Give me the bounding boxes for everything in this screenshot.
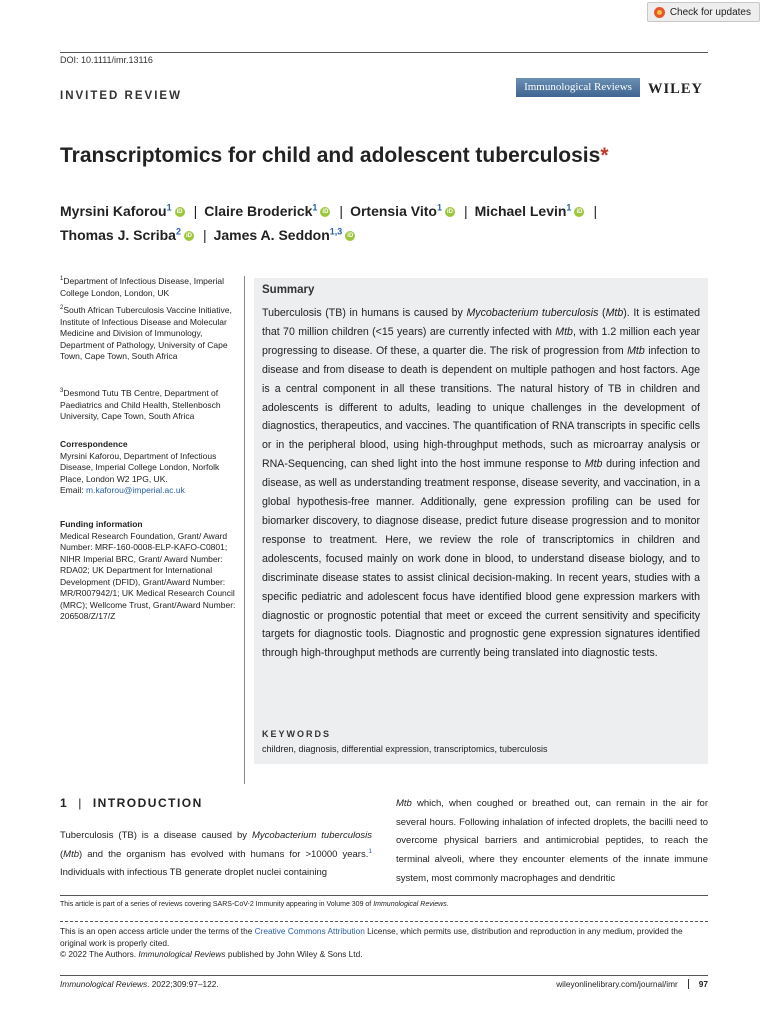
footer-right: [556, 979, 708, 989]
summary-box: [254, 278, 708, 764]
section-separator: |: [78, 796, 83, 810]
publisher-logo: WILEY: [648, 81, 703, 97]
footnote-text: This article is part of a series of reviews covering SARS-CoV-2 Immunity appearing in Volume 309 of: [60, 901, 374, 908]
affiliation-number: 3: [60, 388, 64, 395]
affiliation-text: Department of Infectious Disease, Imperial College London, London, UK: [60, 276, 224, 298]
author-name: James A. Seddon: [213, 227, 330, 243]
summary-italic: Mtb: [605, 307, 624, 319]
author-list: [60, 199, 708, 247]
summary-segment: ). It is estimated that 70 million children (<15 years) are currently infected with: [262, 307, 700, 338]
affiliation-text: South African Tuberculosis Vaccine Initiative, Institute of Infectious Disease and Molecular Medicine and Division of Immunology, Department of Pathology, University of Cape Town, Cape Town, South Africa: [60, 305, 232, 361]
correspondence-text: Myrsini Kaforou, Department of Infectious Disease, Imperial College London, Norfolk Place, London W2 1PG, UK.: [60, 450, 220, 484]
author-separator: |: [193, 203, 198, 219]
series-footnote: [60, 901, 449, 908]
journal-url[interactable]: wileyonlinelibrary.com/journal/imr: [556, 979, 678, 989]
doi: DOI: 10.1111/imr.13116: [60, 55, 153, 65]
correspondence-heading: Correspondence: [60, 439, 128, 449]
affiliation-1: [60, 276, 240, 299]
affiliation-2: [60, 305, 240, 363]
orcid-icon[interactable]: iD: [322, 209, 329, 216]
keywords: children, diagnosis, differential expression, transcriptomics, tuberculosis: [262, 744, 548, 754]
summary-text: [262, 304, 700, 663]
orcid-icon[interactable]: iD: [176, 209, 183, 216]
orcid-icon[interactable]: iD: [347, 233, 354, 240]
author-name: Thomas J. Scriba: [60, 227, 176, 243]
summary-segment: (: [598, 307, 606, 319]
author-affiliation: 2: [175, 226, 181, 237]
crossmark-icon: [654, 7, 665, 18]
affiliation-text: Desmond Tutu TB Centre, Department of Paediatrics and Child Health, Stellenbosch University, Cape Town, South Africa: [60, 388, 221, 421]
summary-italic: Mtb: [584, 458, 603, 471]
text-segment: (: [60, 848, 64, 860]
sidebar-divider: [244, 276, 245, 784]
footnote-dashed-rule: [60, 921, 708, 922]
check-for-updates-label: Check for updates: [669, 6, 751, 18]
copyright-text: © 2022 The Authors.: [60, 949, 139, 959]
copyright-text: published by John Wiley & Sons Ltd.: [225, 949, 363, 959]
section-heading: [60, 796, 203, 810]
license-text: License, which permits use, distribution and reproduction in any medium, provided the original work is properly cited.: [60, 926, 683, 948]
italic-segment: Mycobacterium tuberculosis: [251, 830, 372, 841]
summary-segment: infection to disease and from disease to death is dependent on multiple pathogen and host factors. Age is a central component in all these transitions. The natural history of TB in children and adolescents is different to adults, leading to unique challenges in the development of diagnostics, therapeutics, and vaccines. The quantification of RNA transcripts in specific cells or in the peripheral blood, using high-throughput methods, such as microarray analysis or RNA-Sequencing, can shed light into the host immune response to: [262, 344, 700, 471]
author-affiliation: 1: [166, 202, 172, 213]
orcid-icon[interactable]: iD: [446, 209, 453, 216]
summary-italic: Mtb: [555, 325, 573, 338]
title-text: Transcriptomics for child and adolescent tuberculosis: [60, 144, 601, 167]
correspondence: [60, 439, 240, 497]
license-statement: [60, 926, 708, 961]
reference-link[interactable]: 1: [368, 847, 372, 855]
text-segment: which, when coughed or breathed out, can remain in the air for several hours. Following inhalation of infected droplets, the bacilli need to overcome physical barriers and antimicrobial peptides, to reach the terminal alveoli, where they encounter elements of the innate immune system, most commonly macrophages and dendritic: [396, 798, 708, 884]
orcid-icon[interactable]: iD: [576, 209, 583, 216]
text-segment: Tuberculosis (TB) is a disease caused by: [60, 830, 252, 841]
affiliation-number: 1: [60, 276, 64, 283]
orcid-icon[interactable]: iD: [185, 233, 192, 240]
intro-column-right: [396, 795, 708, 889]
check-for-updates-button[interactable]: [647, 2, 760, 22]
italic-segment: Mtb: [396, 798, 412, 809]
summary-italic: Mycobacterium tuberculosis: [466, 307, 599, 319]
footer-journal: Immunological Reviews: [60, 979, 148, 989]
italic-segment: Mtb: [63, 848, 80, 860]
footer-citation-text: . 2022;309:97–122.: [147, 979, 219, 989]
article-title: [60, 144, 609, 168]
section-number: 1: [60, 796, 69, 810]
author-affiliation: 1: [436, 202, 442, 213]
author-name: Myrsini Kaforou: [60, 203, 167, 219]
author-separator: |: [593, 203, 598, 219]
footnote-italic: Immunological Reviews: [373, 901, 447, 908]
author-affiliation: 1: [566, 202, 572, 213]
intro-column-left: [60, 827, 372, 883]
footnote-rule: [60, 895, 708, 896]
section-title: INTRODUCTION: [92, 796, 203, 810]
text-segment: ) and the organism has evolved with humans for >10000 years.: [79, 848, 369, 860]
affiliation-number: 2: [60, 305, 64, 312]
affiliation-3: [60, 388, 240, 423]
author-affiliation: 1,3: [329, 226, 343, 237]
summary-segment: Tuberculosis (TB) in humans is caused by: [262, 307, 467, 319]
funding-heading: Funding information: [60, 519, 143, 529]
article-type: INVITED REVIEW: [60, 90, 182, 102]
author-separator: |: [202, 227, 207, 243]
funding-information: [60, 519, 240, 623]
author-separator: |: [339, 203, 344, 219]
journal-logo: Immunological Reviews: [516, 78, 640, 97]
copyright-italic: Immunological Reviews: [138, 949, 226, 959]
footer-citation: [60, 979, 219, 989]
keywords-heading: KEYWORDS: [262, 729, 332, 739]
author-name: Claire Broderick: [204, 203, 313, 219]
text-segment: Individuals with infectious TB generate droplet nuclei containing: [60, 867, 328, 879]
author-separator: |: [463, 203, 468, 219]
summary-heading: Summary: [262, 284, 315, 296]
email-label: Email:: [60, 485, 84, 495]
email-link[interactable]: m.kaforou@imperial.ac.uk: [86, 485, 185, 495]
header-rule: [60, 52, 708, 53]
summary-segment: , with 1.2 million each year progressing to disease. Of these, a quarter die. The risk of progression from: [262, 325, 700, 357]
title-footnote-mark: *: [600, 144, 609, 167]
author-name: Michael Levin: [474, 203, 567, 219]
license-text: This is an open access article under the terms of the: [60, 926, 255, 936]
footer-rule: [60, 975, 708, 976]
page-number: 97: [688, 979, 708, 989]
author-name: Ortensia Vito: [350, 203, 437, 219]
author-affiliation: 1: [312, 202, 318, 213]
footnote-end: .: [446, 901, 449, 908]
summary-segment: during infection and disease, as well as understanding treatment response, disease severity, and vaccination, in a global hypothesis-free manner. Additionally, gene expression profiling can be used for biomarker discovery, to diagnose disease, predict future disease progression and to monitor response to treatment. Here, we review the role of transcriptomics in children and adolescents, focused mainly on work done in blood, to understand disease biology, and to discriminate disease states to assist clinical decision-making. In recent years, studies with a specific pediatric and adolescent focus have identified blood gene expression markers with diagnostic or prognostic potential that meet or exceed the current sensitivity and specificity targets for diagnostic tools. Diagnostic and prognostic gene expression signatures identified through high-throughput methods are currently being translated into diagnostic tests.: [262, 458, 701, 660]
summary-italic: Mtb: [627, 344, 645, 357]
funding-text: Medical Research Foundation, Grant/ Award Number: MRF-160-0008-ELP-KAFO-C0801; NIHR Imperial BRC, Grant/ Award Number: RDA02; UK Department for International Development (DFID), Grant/Award Number: MR/R007942/1; UK Medical Research Council (MRC); Wellcome Trust, Grant/Award Number: 206508/Z/17/Z: [60, 530, 236, 621]
creative-commons-link[interactable]: Creative Commons Attribution: [254, 926, 365, 936]
